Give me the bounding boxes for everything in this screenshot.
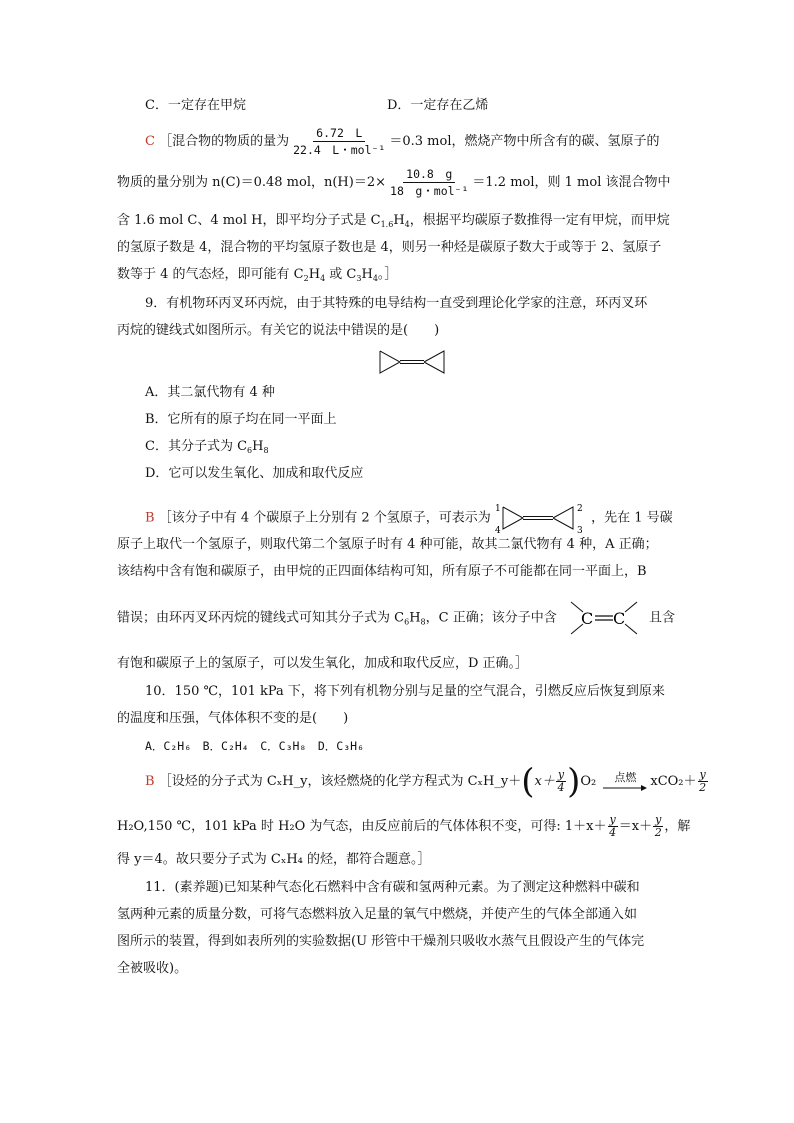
fraction: $\frac{10.8 g}{\text{18 g・mol⁻¹}}$ <box>390 167 469 198</box>
q9-option-a: A．其二氯代物有 4 种 <box>145 385 275 400</box>
double-bond-structure <box>565 598 641 638</box>
q9-explanation-line-5: 有饱和碳原子上的氢原子，可以发生氧化，加成和取代反应，D 正确。］ <box>117 656 529 671</box>
svg-text:2: 2 <box>576 504 583 514</box>
answer-letter: B <box>145 774 155 789</box>
svg-text:3: 3 <box>576 526 583 535</box>
answer-letter: C <box>145 134 155 149</box>
svg-text:C: C <box>580 609 594 628</box>
q8-explanation-line-5: 数等于 4 的气态烃，即可能有 $C_2H_4$ 或 $C_3H_4$。］ <box>117 267 398 283</box>
q10-explanation-line-1: B ［设烃的分子式为 CₓH_y，该烃燃烧的化学方程式为 CₓH_y＋(x＋ $\frac{y}{4}$ )O₂ 点燃 xCO₂＋ $\frac{y}{2}$ <box>145 761 707 802</box>
q8-explanation-line-2: 物质的量分别为 n(C)＝0.48 mol，n(H)＝2× $\frac{10.8 g}{\text{18 g・mol⁻¹}}$ ＝1.2 mol，则 1 mol 该混合物中 <box>117 167 671 198</box>
q9-explanation-line-2: 原子上取代一个氢原子，则取代第二个氢原子时有 4 种可能，故其二氯代物有 4 种，A 正确； <box>117 537 658 552</box>
answer-letter: B <box>145 510 155 526</box>
q8-explanation-line-3: 含 1.6 mol C、4 mol H，即平均分子式是 $C_{1.6}H_4$，根据平均碳原子数推得一定有甲烷，而甲烷 <box>117 213 670 229</box>
q10-options: A．C₂H₆ B．C₂H₄ C．C₃H₈ D．C₃H₆ <box>145 739 364 753</box>
q10-stem-line-1: 10．150 ℃，101 kPa 下，将下列有机物分别与足量的空气混合，引燃反应后恢复到原来 <box>145 684 665 699</box>
cyclopropylidene-structure <box>378 349 448 375</box>
q8-explanation-line-1: C ［混合物的物质的量为 $\frac{6.72 L}{\text{22.4 L・mol⁻¹}}$ ＝0.3 mol，燃烧产物中所含有的碳、氢原子的 <box>145 126 660 157</box>
svg-text:1: 1 <box>494 504 501 514</box>
q9-stem-line-1: 9．有机物环丙叉环丙烷，由于其特殊的电导结构一直受到理论化学家的注意，环丙叉环 <box>145 296 648 311</box>
q9-option-b: B．它所有的原子均在同一平面上 <box>145 412 337 427</box>
q8-explanation-line-4: 的氢原子数是 4，混合物的平均氢原子数也是 4，则另一种烃是碳原子数大于或等于 2、氢原子 <box>117 240 662 255</box>
option-d: D．一定存在乙烯 <box>387 98 489 113</box>
q10-stem-line-2: 的温度和压强，气体体积不变的是( ) <box>117 711 349 726</box>
q9-explanation-line-4: 错误；由环丙叉环丙烷的键线式可知其分子式为 $C_6H_8$，C 正确；该分子中含 C C 且含 <box>117 598 675 643</box>
q10-explanation-line-2: H₂O,150 ℃，101 kPa 时 H₂O 为气态，由反应前后的气体体积不变，可得: 1＋x＋ $\frac{y}{4}$ ＝x＋ $\frac{y}{2}$ ，解 <box>117 813 691 839</box>
fraction: $\frac{6.72 L}{\text{22.4 L・mol⁻¹}}$ <box>293 126 386 157</box>
q11-line-2: 氢两种元素的质量分数，可将气态燃料放入足量的氧气中燃烧，并使产生的气体全部通入如 <box>117 907 638 922</box>
q9-explanation-line-3: 该结构中含有饱和碳原子，由甲烷的正四面体结构可知，所有原子不可能都在同一平面上，B <box>117 564 647 579</box>
q9-explanation-line-1: B ［该分子中有 4 个碳原子上分别有 2 个氢原子，可表示为 1 4 2 3 ，先在 1 号碳 <box>145 501 673 535</box>
q11-line-4: 全被吸收)。 <box>117 961 188 976</box>
reaction-arrow: 点燃 <box>603 772 647 792</box>
q9-option-d: D．它可以发生氧化、加成和取代反应 <box>145 466 364 481</box>
q9-stem-line-2: 丙烷的键线式如图所示。有关它的说法中错误的是( ) <box>117 323 440 338</box>
svg-text:4: 4 <box>494 526 501 535</box>
numbered-structure <box>495 501 587 535</box>
q10-explanation-line-3: 得 y＝4。故只要分子式为 CₓH₄ 的烃，都符合题意。］ <box>117 852 431 867</box>
q11-line-3: 图所示的装置，得到如表所列的实验数据(U 形管中干燥剂只吸收水蒸气且假设产生的气体完 <box>117 934 645 949</box>
option-c: C．一定存在甲烷 <box>145 98 246 113</box>
svg-text:C: C <box>612 609 626 628</box>
q9-option-c: C．其分子式为 $C_6H_8$ <box>145 439 269 455</box>
q11-line-1: 11．(素养题)已知某种气态化石燃料中含有碳和氢两种元素。为了测定这种燃料中碳和 <box>145 880 640 895</box>
